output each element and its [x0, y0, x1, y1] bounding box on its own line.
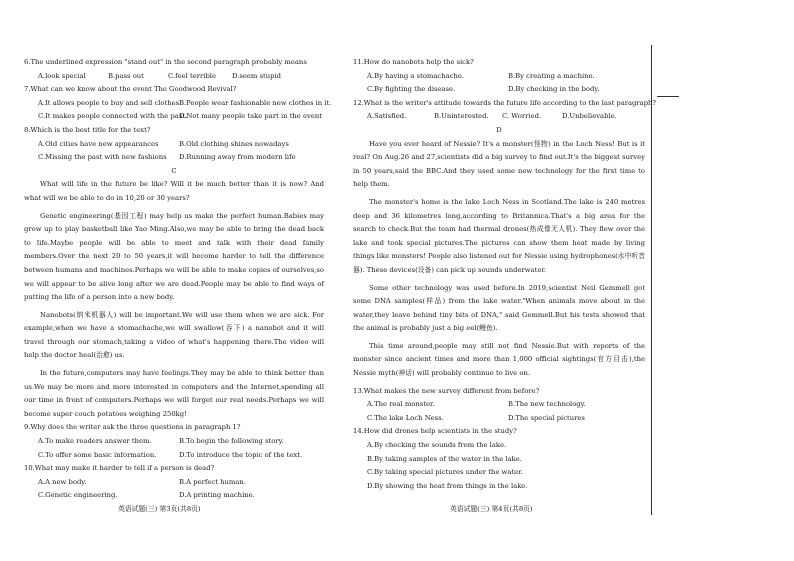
q11-stem: 11.How do nanobots help the sick?	[353, 58, 474, 66]
q13-option-c: C.The lake Loch Ness.	[367, 413, 444, 422]
q14-stem: 14.How did drones help scientists in the study?	[353, 427, 517, 436]
q10-option-b: B.A perfect human.	[179, 477, 246, 486]
q7-row-2	[24, 110, 324, 124]
q7-option-b: B.People wear fashionable new clothes in it.	[179, 98, 332, 107]
q12-option-a: A.Satisfied.	[367, 112, 407, 121]
q10-option-d: D.A printing machine.	[179, 491, 255, 500]
q6-stem: 6.The underlined expression "stand out" in the second paragraph probably means	[24, 58, 307, 66]
q6-options	[24, 70, 324, 84]
q7-row-1	[24, 97, 332, 111]
q8-stem: 8.Which is the best title for the text?	[24, 125, 151, 134]
q14-option-a: A.By checking the sounds from the lake.	[367, 441, 507, 450]
q9-option-d: D.To introduce the topic of the text.	[179, 450, 303, 459]
q9-option-c: C.To offer some basic information.	[38, 450, 157, 459]
q6-option-b: B.pass out	[108, 71, 144, 80]
q8-row-2	[24, 151, 324, 165]
section-answer-c: C	[171, 166, 177, 175]
passage-c-paragraph-3: Nanobots(纳米机器人) will be important.We will use them when we are sick. For example,when we have a stomachache,we will swallow(吞下) a nanobot and it will travel through our stomach,taking a video of what's happening there.The video will help the doctor heal(治愈) us.	[24, 310, 324, 360]
q13-row-2	[353, 412, 645, 426]
passage-d-paragraph-4: This time around,people may still not find Nessie.But with reports of the monster since ancient times and more than 1,000 official sightings(官方目击),the Nessie myth(神话) will probably continue to live on.	[353, 341, 645, 378]
q10-stem: 10.What may make it harder to tell if a person is dead?	[24, 464, 215, 473]
q11-row-1	[353, 70, 645, 84]
q11-option-b: B.By creating a machine.	[508, 71, 595, 80]
passage-c-paragraph-2: Genetic engineering(基因工程) may help us make the perfect human.Babies may grow up to play basketball like Yao Ming.Also,we may be able to bring the dead back to life.Maybe people will be able to meet and talk with their dead family members.Over the next 20 to 50 years,it will become harder to tell the difference between humans and machines.Perhaps we will be able to make copies of ourselves,so we will appear to be alive long after we are dead.People may be able to find ways of putting the life of a person into a new body.	[24, 211, 324, 302]
q10-option-c: C.Genetic engineering.	[38, 491, 118, 500]
q11-option-d: D.By checking in the body.	[508, 85, 600, 94]
q10-row-2	[24, 489, 324, 503]
q8-row-1	[24, 138, 324, 152]
q13-option-a: A.The real monster.	[367, 400, 435, 409]
q9-stem: 9.Why does the writer ask the three questions in paragraph 1?	[24, 423, 241, 432]
q7-option-d: D.Not many people take part in the event	[179, 112, 322, 121]
page-footer-right: 英语试题(三) 第4页(共8页)	[450, 505, 533, 513]
page-footer-left: 英语试题(三) 第3页(共8页)	[118, 505, 201, 513]
q11-row-2	[353, 83, 645, 97]
q7-option-c: C.It makes people connected with the past.	[38, 112, 188, 121]
q9-row-1	[24, 435, 324, 449]
q12-options	[353, 110, 645, 124]
q14-option-c: C.By taking special pictures under the water.	[367, 468, 523, 477]
q10-option-a: A.A new body.	[38, 477, 87, 486]
q8-option-b: B.Old clothing shines nowadays	[179, 139, 289, 148]
q6-option-d: D.seem stupid	[232, 71, 281, 80]
passage-c-paragraph-4: In the future,computers may have feelings.They may be able to think better than us.We may be more and more interested in computers and the Internet,spending all our time in front of computers.Perhaps we will forget our real needs.Perhaps we will become super couch potatoes weighing 250kg!	[24, 369, 324, 418]
q11-option-a: A.By having a stomachache.	[367, 71, 465, 80]
q14-option-d: D.By showing the heat from things in the lake.	[367, 481, 528, 490]
q8-option-c: C.Missing the past with new fashions	[38, 153, 167, 162]
q12-option-c: C. Worried.	[502, 112, 542, 121]
q12-stem: 12.What is the writer's attitude towards the future life according to the last paragraph?	[353, 98, 657, 107]
q6-option-a: A.look special	[38, 71, 86, 80]
q8-option-d: D.Running away from modern life	[179, 153, 296, 162]
passage-c-paragraph-1: What will life in the future be like? Will it be much better than it is now? And what will we be able to do in 10,20 or 30 years?	[24, 180, 324, 202]
q9-option-a: A.To make readers answer them.	[38, 437, 152, 446]
q12-option-b: B.Uninterested.	[434, 112, 489, 121]
q13-option-b: B.The new technology.	[508, 400, 586, 409]
q10-row-1	[24, 476, 324, 490]
passage-d-paragraph-2: The monster's home is the lake Loch Ness in Scotland.The lake is 240 metres deep and 36 kilometres long,according to Britannica.That's a big area for the search to check.But the team had thermal drones(热成像无人机). They flew over the lake and took special pictures.The pictures can show them heat made by living things like monsters! People also listened out for Nessie using hydrophones(水中听音器). These devices(设备) can pick up sounds underwater.	[353, 197, 645, 274]
q13-option-d: D.The special pictures	[508, 413, 585, 422]
q13-row-1	[353, 398, 645, 412]
passage-d-paragraph-3: Some other technology was used before.In 2019,scientist Neil Gemmell got some DNA samples(样品) from the lake water."When animals move about in the water,they leave behind tiny bits of DNA," said Gemmell.But his tests showed that the animal is probably just a big eel(鳗鱼).	[353, 283, 645, 333]
right-column	[353, 56, 657, 493]
q14-option-b: B.By taking samples of the water in the lake.	[367, 454, 522, 463]
binding-margin-line	[651, 45, 652, 515]
q6-option-c: C.feel terrible	[168, 71, 216, 80]
q8-option-a: A.Old cities have new appearances	[38, 139, 159, 148]
q13-stem: 13.What makes the new survey different from before?	[353, 386, 540, 395]
q9-option-b: B.To begin the following story.	[179, 437, 284, 446]
passage-d-paragraph-1: Have you ever heard of Nessie? It's a monster(怪物) in the Loch Ness! But is it real? On Aug.26 and 27,scientists did a big survey to find out.It's the biggest survey in 50 years,said the BBC.And they used some new technology for the first time to help them.	[353, 139, 645, 189]
q7-option-a: A.It allows people to buy and sell clothes.	[38, 98, 182, 107]
q7-stem: 7.What can we know about the event The Goodwood Revival?	[24, 85, 237, 94]
binding-margin-tick	[657, 96, 679, 97]
q9-row-2	[24, 449, 324, 463]
section-answer-d: D	[496, 125, 502, 134]
q12-option-d: D.Unbelievable.	[562, 112, 617, 121]
left-column	[24, 56, 332, 503]
q11-option-c: C.By fighting the disease.	[367, 85, 456, 94]
